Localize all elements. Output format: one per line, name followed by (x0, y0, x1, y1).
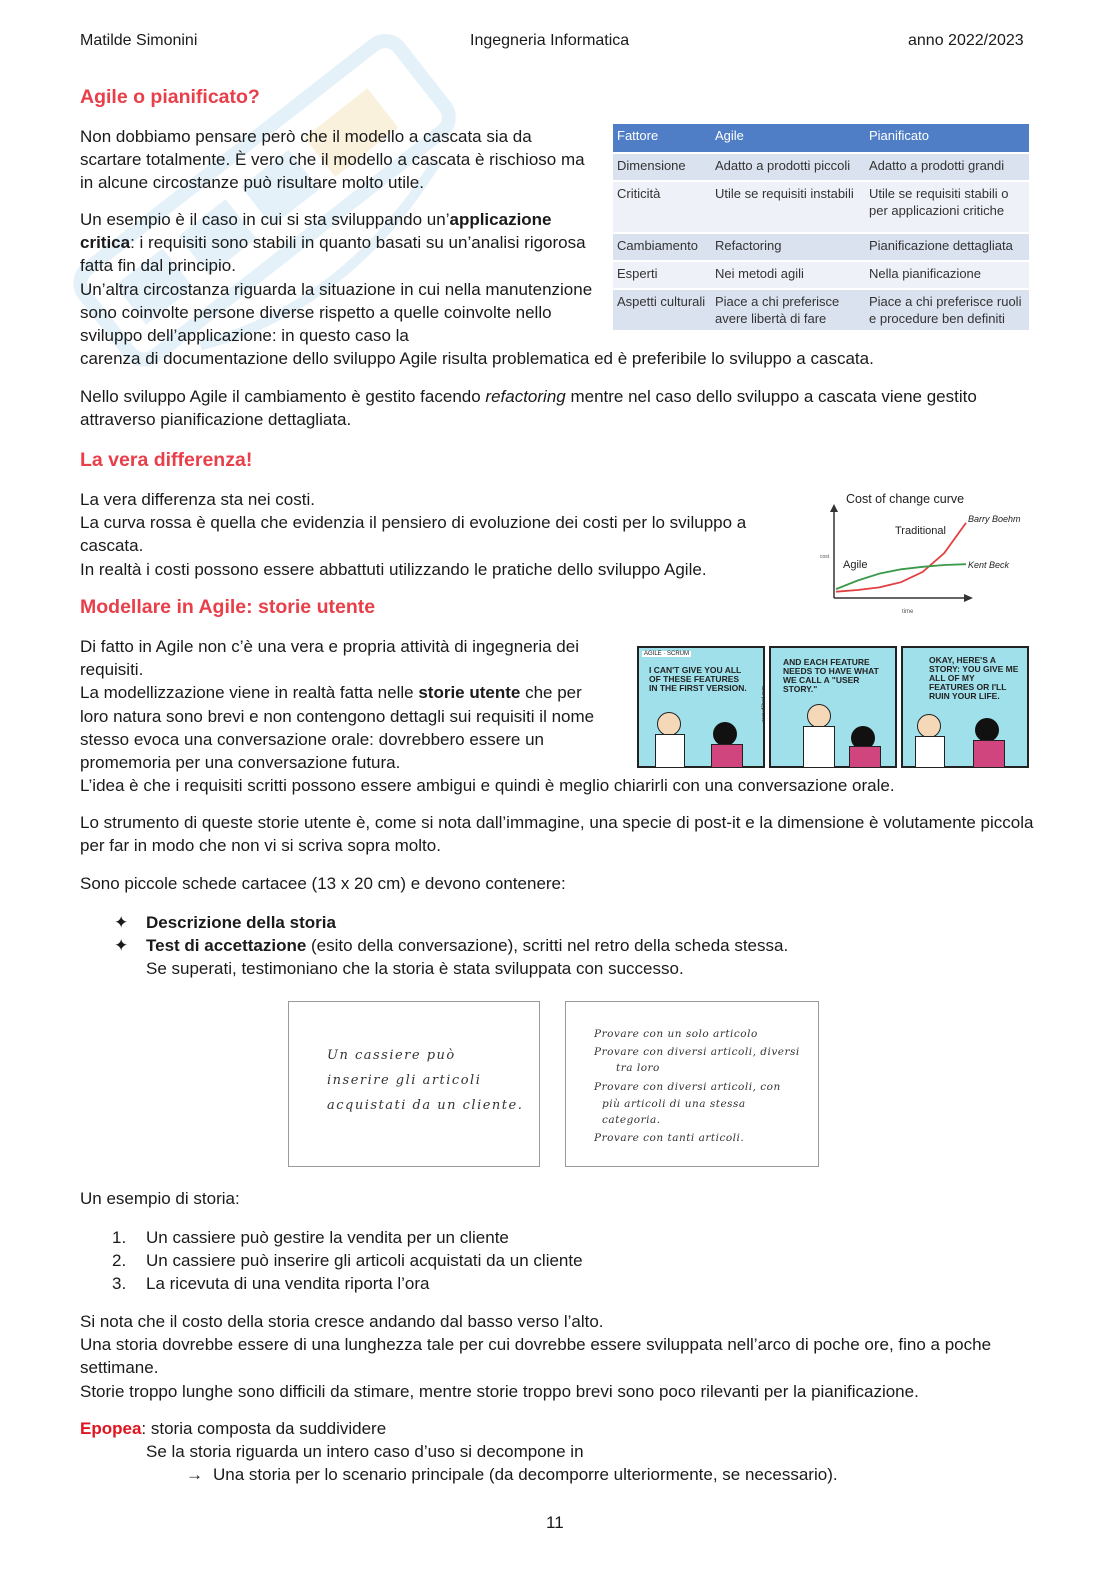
paragraph-cascata-intro: Non dobbiamo pensare però che il modello a cascata sia da scartare totalmente. È vero che il modello a cascata è rischioso ma in alcune circostanze può risultare molto utile. (80, 127, 585, 193)
arrow-icon: → (186, 1465, 203, 1484)
section-title-agile-pianificato: Agile o pianificato? (80, 86, 260, 108)
character-body (655, 734, 685, 768)
table-cell: Adatto a prodotti piccoli (711, 153, 865, 181)
table-cell: Cambiamento (613, 233, 711, 261)
bullet-icon: ✦ (114, 936, 129, 955)
table-cell: Piace a chi preferisce avere libertà di fare (711, 289, 865, 331)
text-line: In realtà i costi possono essere abbattuti utilizzando le pratiche dello sviluppo Agile. (80, 559, 707, 579)
list-number: 2. (112, 1251, 127, 1270)
comic-bubble-2: AND EACH FEATURE NEEDS TO HAVE WHAT WE CALL A "USER STORY." (783, 657, 879, 694)
card-line: inserire gli articoli (327, 1073, 482, 1088)
character-body (915, 736, 945, 768)
table-header-cell: Agile (711, 124, 865, 153)
text: che per loro natura sono brevi e non contengono dettagli sui requisiti il nome stesso evoca una conversazione orale: dovrebbero essere un promemoria per una conversazione futura. (80, 683, 595, 773)
x-axis-arrow (964, 594, 973, 602)
text: Si nota che il costo della storia cresce andando dal basso verso l’alto. (80, 1312, 604, 1331)
paragraph-costo-storia (80, 1310, 1040, 1403)
story-card-back (565, 1001, 819, 1167)
list-item: La ricevuta di una vendita riporta l’ora (146, 1274, 430, 1293)
comic-panel-2 (769, 646, 897, 768)
text: Storie troppo lunghe sono difficili da stimare, mentre storie troppo brevi sono poco rilevanti per la pianificazione. (80, 1381, 919, 1401)
character-body (711, 744, 743, 768)
card-line: più articoli di una stessa (602, 1098, 746, 1110)
text: mentre nel caso dello sviluppo a cascata viene gestito attraverso pianificazione dettagliata. (80, 387, 977, 430)
comic-strip (637, 646, 1027, 768)
section-title-storie-utente: Modellare in Agile: storie utente (80, 596, 376, 618)
page-number: 11 (546, 1513, 564, 1532)
comic-bubble-3: OKAY, HERE'S A STORY: YOU GIVE ME ALL OF MY FEATURES OR I'LL RUIN YOUR LIFE. (929, 655, 1019, 701)
story-card-front (288, 1001, 540, 1167)
y-axis-arrow (830, 504, 838, 512)
card-line: categoria. (602, 1114, 661, 1126)
label-traditional: Traditional (895, 525, 946, 537)
table-cell: Nella pianificazione (865, 261, 1029, 289)
table-row (613, 233, 1029, 261)
list-number: 1. (112, 1228, 127, 1247)
card-line: Provare con tanti articoli. (594, 1132, 745, 1144)
text: Un’altra circostanza riguarda la situazione in cui nella manutenzione sono coinvolte persone diverse rispetto a quelle coinvolte nello sviluppo dell’applicazione: in questo caso la (80, 279, 593, 346)
text: Un esempio è il caso in cui si sta sviluppando un’ (80, 210, 450, 229)
chart-title: Cost of change curve (846, 492, 965, 506)
bullet-item-descrizione (146, 911, 336, 934)
text: Se superati, testimoniano che la storia è stata sviluppata con successo. (146, 959, 684, 979)
table-cell: Dimensione (613, 153, 711, 181)
term-refactoring: refactoring (485, 387, 566, 406)
table-cell: Criticità (613, 181, 711, 233)
comic-panel-1 (637, 646, 765, 768)
text-line: La vera differenza sta nei costi. (80, 490, 315, 509)
character-head (807, 704, 831, 728)
text: (esito della conversazione), scritti nel retro della scheda stessa. (306, 936, 789, 955)
table-header-cell: Fattore (613, 124, 711, 153)
header-author: Matilde Simonini (80, 32, 198, 49)
y-axis-label: cost (820, 554, 830, 560)
text: Di fatto in Agile non c’è una vera e propria attività di ingegneria dei requisiti. (80, 637, 579, 680)
paragraph-critical-app (80, 208, 600, 347)
table-cell: Pianificazione dettagliata (865, 233, 1029, 261)
character-body (973, 740, 1005, 768)
paragraph-schede: Sono piccole schede cartacee (13 x 20 cm) e devono contenere: (80, 874, 566, 893)
character-head (657, 712, 681, 736)
paragraph-strumento: Lo strumento di queste storie utente è, come si nota dall’immagine, una specie di post-it e la dimensione è volutamente piccola per far in modo che non vi si scriva sopra molto. (80, 813, 1034, 856)
term-storie-utente: storie utente (418, 683, 521, 703)
table-header-row (613, 124, 1029, 153)
table-row (613, 181, 1029, 233)
table-row (613, 261, 1029, 289)
header-year: anno 2022/2023 (908, 32, 1024, 49)
paragraph-storie-intro (80, 635, 610, 774)
list-number: 3. (112, 1274, 127, 1293)
character-hair (713, 722, 737, 746)
text: Una storia dovrebbe essere di una lunghezza tale per cui dovrebbe essere sviluppata nell’arco di poche ore, fino a poche settimane. (80, 1335, 992, 1378)
text-storie-utente (80, 681, 610, 774)
table-cell: Aspetti culturali (613, 289, 711, 331)
term-epopea: Epopea (80, 1419, 142, 1438)
label-barry-boehm: Barry Boehm (968, 514, 1021, 524)
character-hair (975, 718, 999, 742)
cost-of-change-chart (818, 488, 1040, 616)
table-cell: Piace a chi preferisce ruoli e procedure ben definiti (865, 289, 1029, 331)
text: : storia composta da suddividere (141, 1419, 387, 1438)
paragraph-continuation: carenza di documentazione dello sviluppo Agile risulta problematica ed è preferibile lo sviluppo a cascata. (80, 349, 874, 368)
label-agile: Agile (843, 559, 868, 571)
text: Descrizione della storia (146, 913, 336, 932)
comic-site: www.dilbert.com (761, 686, 767, 723)
character-body (849, 746, 881, 768)
text: Nello sviluppo Agile il cambiamento è gestito facendo (80, 387, 486, 406)
card-line: Provare con diversi articoli, diversi (594, 1046, 800, 1058)
table-row (613, 289, 1029, 331)
list-item: Un cassiere può gestire la vendita per un cliente (146, 1228, 509, 1247)
text: La modellizzazione viene in realtà fatta nelle (80, 683, 419, 703)
table-cell: Esperti (613, 261, 711, 289)
label-kent-beck: Kent Beck (968, 560, 1010, 570)
table-cell: Nei metodi agili (711, 261, 865, 289)
card-line: Provare con un solo articolo (594, 1028, 758, 1040)
card-line: acquistati da un cliente. (327, 1098, 524, 1113)
text: Test di accettazione (146, 936, 307, 955)
card-line: Provare con diversi articoli, con (594, 1081, 781, 1093)
table-cell: Adatto a prodotti grandi (865, 153, 1029, 181)
table-cell: Utile se requisiti stabili o per applicazioni critiche (865, 181, 1029, 233)
header-course: Ingegneria Informatica (470, 32, 630, 49)
table-row (613, 153, 1029, 181)
text: : i requisiti sono stabili in quanto basati su un’analisi rigorosa fatta fin dal principio. (80, 233, 586, 276)
table-cell: Utile se requisiti instabili (711, 181, 865, 233)
comparison-table (613, 124, 1029, 332)
bullet-item-test (146, 934, 1036, 980)
table-header-cell: Pianificato (865, 124, 1029, 153)
paragraph-refactoring (80, 385, 1040, 431)
comic-panel-3 (901, 646, 1029, 768)
text-line: La curva rossa è quella che evidenzia il pensiero di evoluzione dei costi per lo sviluppo a cascata. (80, 513, 747, 556)
comic-tag: AGILE · SCRUM (644, 651, 690, 657)
section-title-vera-differenza: La vera differenza! (80, 449, 253, 471)
character-head (917, 714, 941, 738)
epopea-definition (80, 1417, 386, 1440)
card-line: Un cassiere può (327, 1048, 456, 1063)
card-line: tra loro (616, 1062, 660, 1074)
character-body (803, 726, 835, 768)
term-applicazione-critica: applicazione critica (80, 210, 552, 253)
comic-bubble-1: I CAN'T GIVE YOU ALL OF THESE FEATURES IN THE FIRST VERSION. (649, 665, 747, 693)
bullet-icon: ✦ (114, 913, 129, 932)
example-intro: Un esempio di storia: (80, 1189, 240, 1208)
epopea-line-2: Se la storia riguarda un intero caso d’uso si decompone in (146, 1442, 584, 1461)
list-item: Un cassiere può inserire gli articoli acquistati da un cliente (146, 1251, 583, 1270)
paragraph-costi (80, 488, 800, 581)
paragraph-idea: L’idea è che i requisiti scritti possono essere ambigui e quindi è meglio chiarirli con una conversazione orale. (80, 776, 895, 795)
x-axis-label: time (902, 609, 914, 615)
table-cell: Refactoring (711, 233, 865, 261)
epopea-line-3: Una storia per lo scenario principale (da decomporre ulteriormente, se necessario). (213, 1465, 838, 1484)
